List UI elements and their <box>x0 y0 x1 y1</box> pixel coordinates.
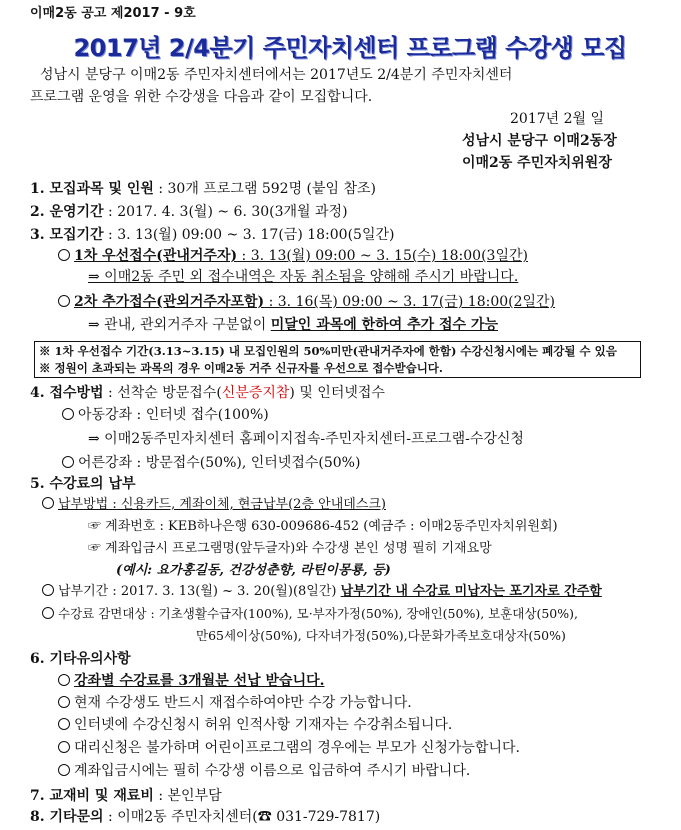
discount-2: 만65세이상(50%), 다자녀가정(50%),다문화가족보호대상자(50%) <box>196 628 566 643</box>
notice-number: 이매2동 공고 제2017 - 9호 <box>30 6 196 21</box>
section-1-text: : 30개 프로그램 592명 (붙임 참조) <box>153 181 377 197</box>
section-1-label: 1. 모집과목 및 인원 <box>30 181 154 197</box>
deposit-example: (예시: 요가홍길동, 건강성춘향, 라틴이몽룡, 등) <box>116 563 391 578</box>
caution-text: 계좌입금시에는 필히 수강생 이름으로 입금하여 주시기 바랍니다. <box>74 763 471 779</box>
section-4-text-red: 신분증지참 <box>221 385 290 401</box>
adult-course-text: 어른강좌 : 방문접수(50%), 인터넷접수(50%) <box>78 455 361 471</box>
section-8 <box>30 808 380 826</box>
circle-bullet-icon <box>62 408 74 420</box>
issuer-2: 이매2동 주민자치위원장 <box>462 155 612 171</box>
circle-bullet-icon <box>42 584 54 596</box>
circle-bullet-icon <box>58 741 70 753</box>
caution-text: 대리신청은 불가하며 어린이프로그램의 경우에는 부모가 신청가능합니다. <box>74 740 520 756</box>
section-4 <box>30 384 385 402</box>
section-3 <box>30 226 394 244</box>
payment-period <box>42 583 602 601</box>
section-4-label: 4. 접수방법 <box>30 385 104 401</box>
second-round-note-b: 미달인 과목에 한하여 추가 접수 가능 <box>270 317 498 333</box>
circle-bullet-icon <box>58 696 70 708</box>
caution-item <box>58 739 520 757</box>
notice-1: ※ 1차 우선접수 기간(3.13~3.15) 내 모집인원의 50%미만(관내거주자에 한함) 수강신청시에는 폐강될 수 있음 <box>39 344 617 358</box>
circle-bullet-icon <box>42 607 54 619</box>
payment-period-a: 납부기간 : 2017. 3. 13(월) ~ 3. 20(월)(8일간) <box>58 584 341 599</box>
notice-2: ※ 정원이 초과되는 과목의 경우 이매2동 거주 신규자를 우선으로 접수받습니다. <box>39 361 443 375</box>
section-7-label: 7. 교재비 및 재료비 <box>30 788 154 804</box>
section-2-label: 2. 운영기간 <box>30 204 104 220</box>
adult-course <box>62 454 360 472</box>
circle-bullet-icon <box>42 497 54 509</box>
circle-bullet-icon <box>58 764 70 776</box>
circle-bullet-icon <box>58 295 70 307</box>
payment-method <box>42 496 386 514</box>
child-course-text: 아동강좌 : 인터넷 접수(100%) <box>78 407 269 423</box>
section-5: 5. 수강료의 납부 <box>30 476 136 492</box>
first-round-label: 1차 우선접수(관내거주자) <box>74 248 238 264</box>
section-3-label: 3. 모집기간 <box>30 227 104 243</box>
first-round-note: ⇒ 이매2동 주민 외 접수내역은 자동 취소됨을 양해해 주시기 바랍니다. <box>88 269 519 285</box>
caution-item <box>58 672 325 690</box>
circle-bullet-icon <box>58 718 70 730</box>
second-round <box>58 293 555 311</box>
section-8-label: 8. 기타문의 <box>30 809 104 825</box>
circle-bullet-icon <box>62 456 74 468</box>
caution-text: 현재 수강생도 반드시 재접수하여야만 수강 가능합니다. <box>74 695 412 711</box>
circle-bullet-icon <box>58 249 70 261</box>
discount-1-text: 수강료 감면대상 : 기초생활수급자(100%), 모·부자가정(50%), 장애인(50%), 보훈대상(50%), <box>58 606 578 621</box>
caution-item <box>58 716 452 734</box>
announce-date: 2017년 2월 일 <box>510 111 605 127</box>
section-7-text: : 본인부담 <box>153 788 222 804</box>
bank-account: ☞ 계좌번호 : KEB하나은행 630-009686-452 (예금주 : 이매2동주민자치위원회) <box>88 519 558 534</box>
discount-1 <box>42 605 578 623</box>
second-round-note <box>88 316 498 334</box>
first-round-text: : 3. 13(월) 09:00 ~ 3. 15(수) 18:00(3일간) <box>237 248 528 264</box>
section-4-text-b: ) 및 인터넷접수 <box>289 385 385 401</box>
section-1 <box>30 180 376 198</box>
child-course <box>62 406 269 424</box>
section-6: 6. 기타유의사항 <box>30 651 131 667</box>
payment-method-text: 납부방법 : 신용카드, 계좌이체, 현금납부(2층 안내데스크) <box>58 497 386 512</box>
notice-box <box>34 341 641 378</box>
deposit-note: ☞ 계좌입금시 프로그램명(앞두글자)와 수강생 본인 성명 필히 기재요망 <box>88 541 492 556</box>
intro-line-1: 성남시 분당구 이매2동 주민자치센터에서는 2017년도 2/4분기 주민자치센터 <box>40 67 513 83</box>
caution-item <box>58 694 412 712</box>
child-course-path: ⇒ 이매2동주민자치센터 홈페이지접속-주민자치센터-프로그램-수강신청 <box>88 431 524 447</box>
issuer-1: 성남시 분당구 이매2동장 <box>462 133 617 149</box>
first-round <box>58 247 528 265</box>
second-round-note-a: ⇒ 관내, 관외거주자 구분없이 <box>88 317 271 333</box>
section-8-text: : 이매2동 주민자치센터(☎ 031-729-7817) <box>103 809 381 825</box>
caution-text: 인터넷에 수강신청시 허위 인적사항 기재자는 수강취소됩니다. <box>74 717 453 733</box>
section-2-text: : 2017. 4. 3(월) ~ 6. 30(3개월 과정) <box>103 204 348 220</box>
section-3-text: : 3. 13(월) 09:00 ~ 3. 17(금) 18:00(5일간) <box>103 227 395 243</box>
payment-period-b: 납부기간 내 수강료 미납자는 포기자로 간주함 <box>340 584 602 599</box>
caution-item <box>58 762 470 780</box>
section-4-text-a: : 선착순 방문접수( <box>103 385 222 401</box>
page-title: 2017년 2/4분기 주민자치센터 프로그램 수강생 모집 <box>73 34 627 62</box>
intro-line-2: 프로그램 운영을 위한 수강생을 다음과 같이 모집합니다. <box>30 89 373 105</box>
caution-text: 강좌별 수강료를 3개월분 선납 받습니다. <box>74 673 325 689</box>
section-2 <box>30 203 348 221</box>
second-round-label: 2차 추가접수(관외거주자포함) <box>74 294 265 310</box>
section-7 <box>30 787 222 805</box>
circle-bullet-icon <box>58 674 70 686</box>
second-round-text: : 3. 16(목) 09:00 ~ 3. 17(금) 18:00(2일간) <box>264 294 556 310</box>
